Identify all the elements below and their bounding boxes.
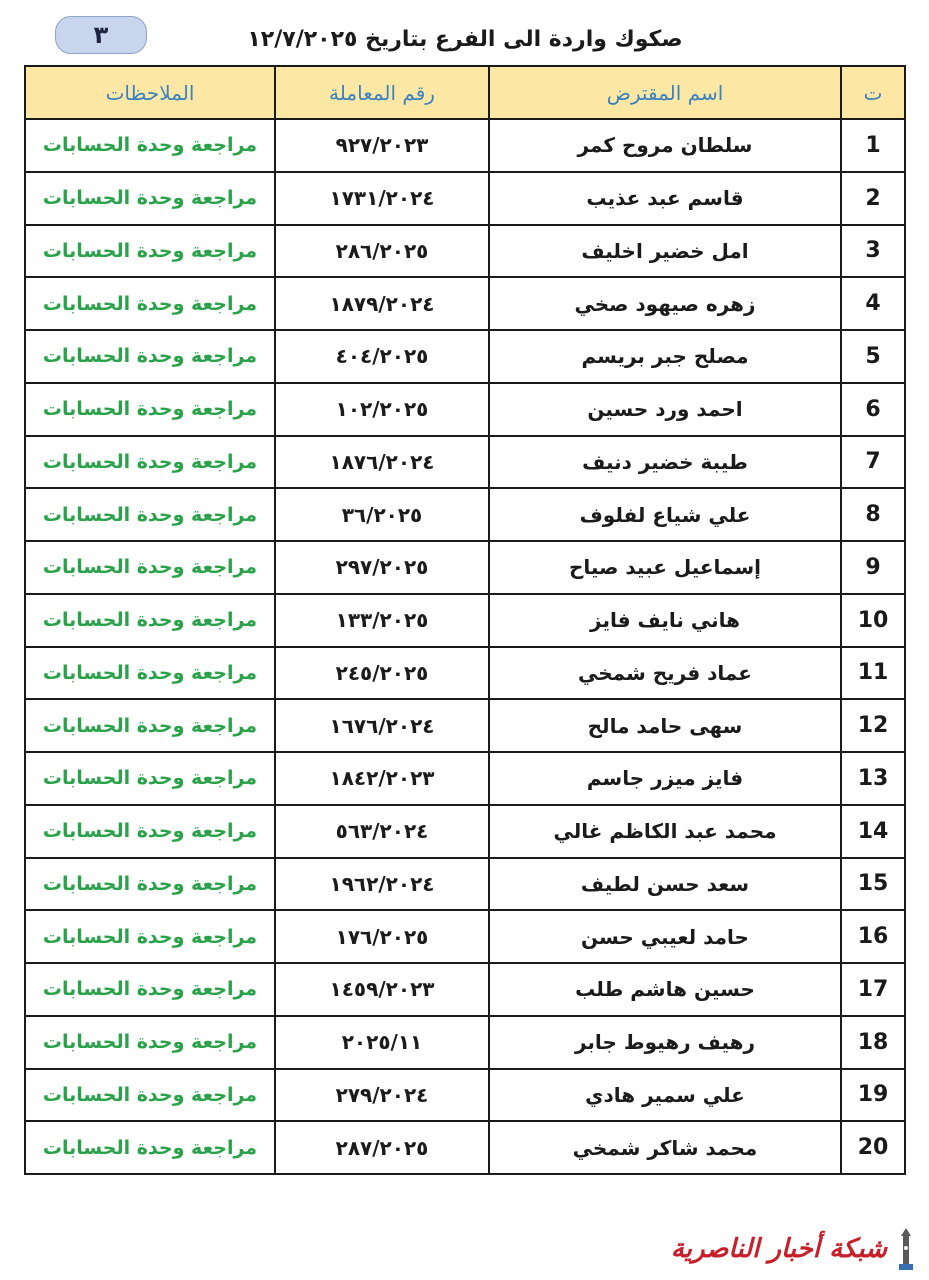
notes-cell: مراجعة وحدة الحسابات xyxy=(25,805,275,858)
transaction-number-cell: ١٦٧٦/٢٠٢٤ xyxy=(275,699,489,752)
transaction-number-cell: ١٧٦/٢٠٢٥ xyxy=(275,910,489,963)
borrower-name-cell: سعد حسن لطيف xyxy=(489,858,841,911)
notes-cell: مراجعة وحدة الحسابات xyxy=(25,910,275,963)
borrower-name-cell: محمد عبد الكاظم غالي xyxy=(489,805,841,858)
table-row xyxy=(25,330,905,383)
transaction-number-cell: ٢٩٧/٢٠٢٥ xyxy=(275,541,489,594)
transaction-number-cell: ٢٤٥/٢٠٢٥ xyxy=(275,647,489,700)
table-row xyxy=(25,1121,905,1174)
row-seq-cell: 5 xyxy=(841,330,905,383)
row-seq-cell: 10 xyxy=(841,594,905,647)
notes-cell: مراجعة وحدة الحسابات xyxy=(25,699,275,752)
table-row xyxy=(25,541,905,594)
row-seq-cell: 1 xyxy=(841,119,905,172)
borrower-name-cell: هاني نايف فايز xyxy=(489,594,841,647)
page-title: صكوك واردة الى الفرع بتاريخ ١٢/٧/٢٠٢٥ xyxy=(247,27,683,52)
cheques-table xyxy=(24,65,906,1175)
transaction-number-cell: ١٣٣/٢٠٢٥ xyxy=(275,594,489,647)
notes-cell: مراجعة وحدة الحسابات xyxy=(25,119,275,172)
notes-cell: مراجعة وحدة الحسابات xyxy=(25,330,275,383)
transaction-number-cell: ١٧٣١/٢٠٢٤ xyxy=(275,172,489,225)
notes-cell: مراجعة وحدة الحسابات xyxy=(25,277,275,330)
row-seq-cell: 17 xyxy=(841,963,905,1016)
table-row xyxy=(25,647,905,700)
borrower-name-cell: حامد لعيبي حسن xyxy=(489,910,841,963)
notes-cell: مراجعة وحدة الحسابات xyxy=(25,594,275,647)
transaction-number-cell: ٤٠٤/٢٠٢٥ xyxy=(275,330,489,383)
borrower-name-cell: زهره صيهود صخي xyxy=(489,277,841,330)
column-header-transaction: رقم المعاملة xyxy=(275,66,489,119)
notes-cell: مراجعة وحدة الحسابات xyxy=(25,963,275,1016)
borrower-name-cell: إسماعيل عبيد صياح xyxy=(489,541,841,594)
minaret-logo-icon xyxy=(893,1226,919,1272)
notes-cell: مراجعة وحدة الحسابات xyxy=(25,383,275,436)
table-row xyxy=(25,488,905,541)
transaction-number-cell: ٢٠٢٥/١١ xyxy=(275,1016,489,1069)
table-row xyxy=(25,910,905,963)
notes-cell: مراجعة وحدة الحسابات xyxy=(25,225,275,278)
transaction-number-cell: ١٩٦٢/٢٠٢٤ xyxy=(275,858,489,911)
row-seq-cell: 16 xyxy=(841,910,905,963)
borrower-name-cell: علي سمير هادي xyxy=(489,1069,841,1122)
notes-cell: مراجعة وحدة الحسابات xyxy=(25,1121,275,1174)
transaction-number-cell: ٢٧٩/٢٠٢٤ xyxy=(275,1069,489,1122)
notes-cell: مراجعة وحدة الحسابات xyxy=(25,858,275,911)
borrower-name-cell: عماد فريح شمخي xyxy=(489,647,841,700)
table-header-row xyxy=(25,66,905,119)
table-row xyxy=(25,119,905,172)
watermark xyxy=(671,1224,919,1274)
transaction-number-cell: ٣٦/٢٠٢٥ xyxy=(275,488,489,541)
borrower-name-cell: احمد ورد حسين xyxy=(489,383,841,436)
borrower-name-cell: محمد شاكر شمخي xyxy=(489,1121,841,1174)
transaction-number-cell: ٩٢٧/٢٠٢٣ xyxy=(275,119,489,172)
row-seq-cell: 7 xyxy=(841,436,905,489)
row-seq-cell: 6 xyxy=(841,383,905,436)
notes-cell: مراجعة وحدة الحسابات xyxy=(25,647,275,700)
row-seq-cell: 13 xyxy=(841,752,905,805)
table-row xyxy=(25,805,905,858)
notes-cell: مراجعة وحدة الحسابات xyxy=(25,172,275,225)
transaction-number-cell: ١٤٥٩/٢٠٢٣ xyxy=(275,963,489,1016)
borrower-name-cell: سلطان مروح كمر xyxy=(489,119,841,172)
borrower-name-cell: حسين هاشم طلب xyxy=(489,963,841,1016)
borrower-name-cell: امل خضير اخليف xyxy=(489,225,841,278)
watermark-text: شبكة أخبار الناصرية xyxy=(670,1234,887,1264)
borrower-name-cell: قاسم عبد عذيب xyxy=(489,172,841,225)
row-seq-cell: 19 xyxy=(841,1069,905,1122)
table-row xyxy=(25,1069,905,1122)
borrower-name-cell: علي شياع لفلوف xyxy=(489,488,841,541)
row-seq-cell: 18 xyxy=(841,1016,905,1069)
notes-cell: مراجعة وحدة الحسابات xyxy=(25,488,275,541)
table-row xyxy=(25,383,905,436)
row-seq-cell: 12 xyxy=(841,699,905,752)
notes-cell: مراجعة وحدة الحسابات xyxy=(25,1016,275,1069)
table-row xyxy=(25,858,905,911)
table-row xyxy=(25,225,905,278)
transaction-number-cell: ١٨٧٦/٢٠٢٤ xyxy=(275,436,489,489)
row-seq-cell: 11 xyxy=(841,647,905,700)
notes-cell: مراجعة وحدة الحسابات xyxy=(25,1069,275,1122)
row-seq-cell: 14 xyxy=(841,805,905,858)
notes-cell: مراجعة وحدة الحسابات xyxy=(25,541,275,594)
table-row xyxy=(25,1016,905,1069)
table-body xyxy=(25,119,905,1174)
table-row xyxy=(25,594,905,647)
column-header-notes: الملاحظات xyxy=(25,66,275,119)
column-header-name: اسم المقترض xyxy=(489,66,841,119)
table-row xyxy=(25,963,905,1016)
borrower-name-cell: مصلح جبر بريسم xyxy=(489,330,841,383)
transaction-number-cell: ٢٨٧/٢٠٢٥ xyxy=(275,1121,489,1174)
row-seq-cell: 2 xyxy=(841,172,905,225)
row-seq-cell: 4 xyxy=(841,277,905,330)
borrower-name-cell: رهيف رهيوط جابر xyxy=(489,1016,841,1069)
page-number-badge: ٣ xyxy=(55,16,147,54)
borrower-name-cell: طيبة خضير دنيف xyxy=(489,436,841,489)
transaction-number-cell: ١٠٢/٢٠٢٥ xyxy=(275,383,489,436)
table-row xyxy=(25,436,905,489)
table-row xyxy=(25,699,905,752)
table-row xyxy=(25,277,905,330)
row-seq-cell: 8 xyxy=(841,488,905,541)
transaction-number-cell: ٥٦٣/٢٠٢٤ xyxy=(275,805,489,858)
notes-cell: مراجعة وحدة الحسابات xyxy=(25,436,275,489)
row-seq-cell: 20 xyxy=(841,1121,905,1174)
borrower-name-cell: فايز ميزر جاسم xyxy=(489,752,841,805)
notes-cell: مراجعة وحدة الحسابات xyxy=(25,752,275,805)
row-seq-cell: 15 xyxy=(841,858,905,911)
borrower-name-cell: سهى حامد مالح xyxy=(489,699,841,752)
row-seq-cell: 3 xyxy=(841,225,905,278)
table-row xyxy=(25,752,905,805)
table-row xyxy=(25,172,905,225)
row-seq-cell: 9 xyxy=(841,541,905,594)
transaction-number-cell: ١٨٤٢/٢٠٢٣ xyxy=(275,752,489,805)
column-header-seq: ت xyxy=(841,66,905,119)
transaction-number-cell: ٢٨٦/٢٠٢٥ xyxy=(275,225,489,278)
transaction-number-cell: ١٨٧٩/٢٠٢٤ xyxy=(275,277,489,330)
